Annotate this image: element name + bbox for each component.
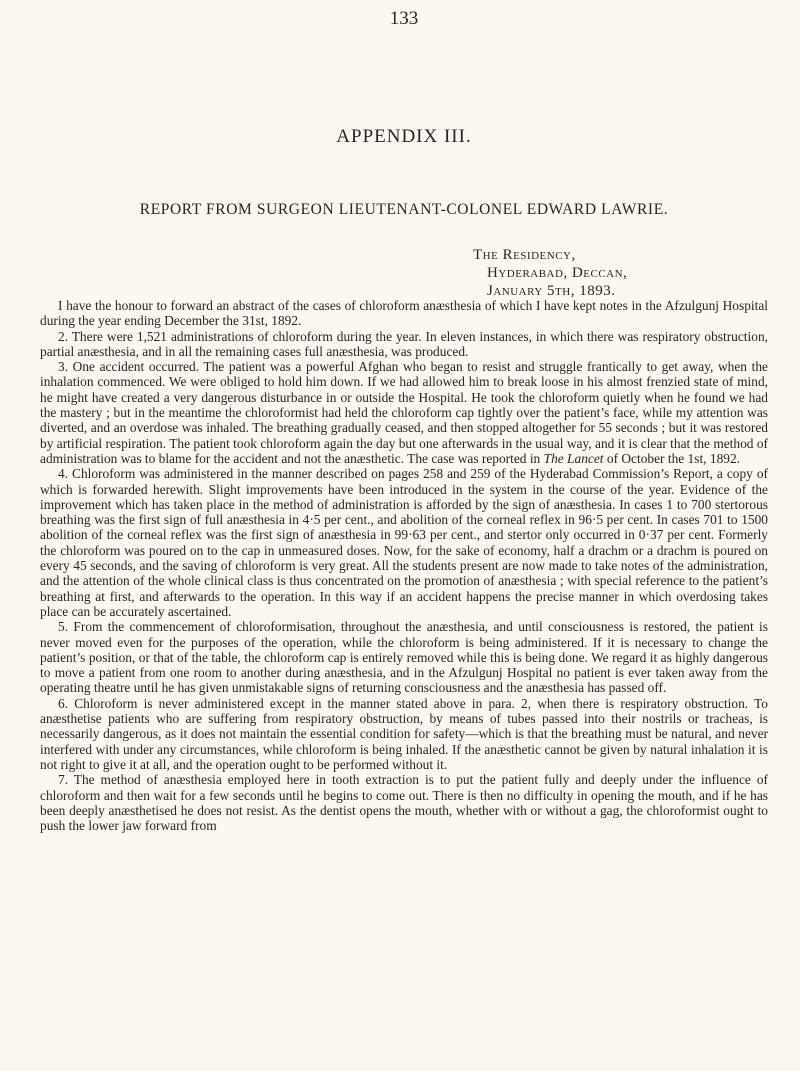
paragraph-2: 2. There were 1,521 administrations of chloroform during the year. In eleven instances, in which there was respiratory obstruction, partial anæsthesia, and in all the remaining cases full anæsthesia, was produced. [40,328,768,359]
appendix-title: APPENDIX III. [336,126,472,147]
paragraph-7: 7. The method of anæsthesia employed here in tooth extraction is to put the patient fully and deeply under the influence of chloroform and then wait for a few seconds until he begins to come out. There is then no difficulty in opening the mouth, and if he has been deeply anæsthetised he does not resist. As the dentist opens the mouth, whether with or without a gag, the chloroformist ought to push the lower jaw forward from [40,772,768,834]
document-page [40,0,768,1071]
address-date: January 5th, 1893. [487,283,616,299]
report-title: REPORT FROM SURGEON LIEUTENANT-COLONEL EDWARD LAWRIE. [139,201,669,218]
paragraph-3-text: 3. One accident occurred. The patient was a powerful Afghan who began to resist and struggle frantically to get away, when the inhalation commenced. We were obliged to hold him down. If we had allowed him to break loose in his almost frenzied state of mind, he might have created a very dangerous disturbance in or outside the Hospital. He took the chloroform quietly when he found we had the mastery ; but in the meantime the chloroformist had held the chloroform cap tightly over the patient’s face, while my attention was diverted, and an overdose was inhaled. The breathing gradually ceased, and then stopped altogether for 55 seconds ; but it was restored by artificial respiration. The patient took chloroform again the day but one afterwards in the usual way, and it is clear that the method of administration was to blame for the accident and not the anæsthetic. The case was reported in [40,359,768,466]
paragraph-5: 5. From the commencement of chloroformisation, throughout the anæsthesia, and until consciousness is restored, the patient is never moved even for the purposes of the operation, while the chloroform is being administered. If it is necessary to change the patient’s position, or that of the table, the chloroform cap is entirely removed while this is being done. We regard it as highly dangerous to move a patient from one room to another during anæsthesia, and in the Afzulgunj Hospital no patient is ever taken away from the operating theatre until he has given unmistakable signs of returning consciousness and the anæsthesia has passed off. [40,619,768,696]
address-line-2: Hyderabad, Deccan, [487,265,628,281]
address-line-1: The Residency, [473,247,576,263]
paragraph-6: 6. Chloroform is never administered except in the manner stated above in para. 2, when there is respiratory obstruction. To anæsthetise patients who are suffering from respiratory obstruction, by means of tubes passed into their nostrils or tracheas, is necessarily dangerous, as it does not maintain the essential condition for safety—which is that the breathing must be natural, and never interfered with under any circumstances, while chloroform is being inhaled. If the anæsthetic cannot be given by natural inhalation it is not right to give it at all, and the operation ought to be performed without it. [40,695,768,772]
page-number: 133 [389,8,419,29]
address-block [473,246,627,300]
paragraph-1: I have the honour to forward an abstract of the cases of chloroform anæsthesia of which I have kept notes in the Afzulgunj Hospital during the year ending December the 31st, 1892. [40,298,768,329]
paragraph-4: 4. Chloroform was administered in the manner described on pages 258 and 259 of the Hyderabad Commission’s Report, a copy of which is forwarded herewith. Slight improvements have been introduced in the system in the course of the year. Evidence of the improvement which has taken place in the method of administration is afforded by the sign of anæsthesia. In cases 1 to 700 stertorous breathing was the first sign of full anæsthesia in 4·5 per cent., and abolition of the corneal reflex in 96·5 per cent. In cases 701 to 1500 abolition of the corneal reflex was the first sign of anæsthesia in 99·63 per cent., and stertor only occurred in 0·37 per cent. Formerly the chloroform was poured on to the cap in unmeasured doses. Now, for the sake of economy, half a drachm or a drachm is poured on every 45 seconds, and the saving of chloroform is very great. All the students present are now made to take notes of the administration, and the attention of the whole clinical class is thus concentrated on the promotion of anæsthesia ; with special reference to the patient’s breathing at first, and afterwards to the operation. In this way if an accident happens the precise manner in which overdosing takes place can be accurately ascertained. [40,466,768,619]
paragraph-3 [40,359,768,466]
journal-title: The Lancet [543,450,604,466]
report-body [40,298,768,833]
paragraph-3-end: of October the 1st, 1892. [606,450,741,466]
